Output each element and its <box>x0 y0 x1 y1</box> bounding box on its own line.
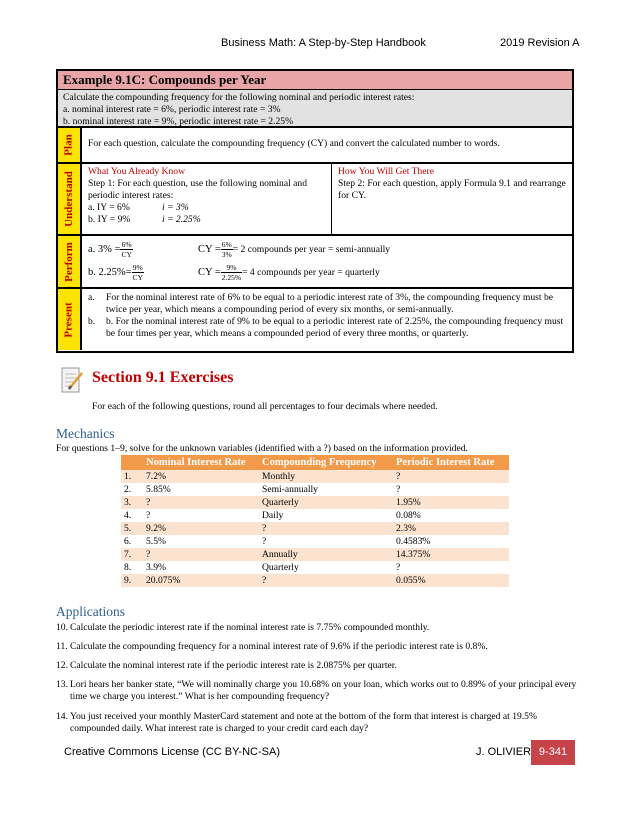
table-row <box>121 483 509 496</box>
table-row <box>121 509 509 522</box>
understand-row <box>58 164 572 236</box>
footer-license: Creative Commons License (CC BY-NC-SA) <box>64 746 280 758</box>
nominal-rate-cell: 3.9% <box>143 561 259 574</box>
frequency-cell: Quarterly <box>259 561 393 574</box>
plan-text: For each question, calculate the compounding frequency (CY) and convert the calculated number to words. <box>88 138 500 149</box>
question-number: 12. <box>56 660 68 671</box>
perform-b-cy: CY = <box>198 267 221 278</box>
question-number: 10. <box>56 622 68 633</box>
question-number: 11. <box>56 641 68 652</box>
column-header: Nominal Interest Rate <box>143 455 259 470</box>
question-number: 14. <box>56 711 68 722</box>
intro-line: b. nominal interest rate = 9%, periodic interest rate = 2.25% <box>63 116 294 127</box>
revision-label: 2019 Revision A <box>500 37 580 49</box>
frequency-cell: Semi-annually <box>259 483 393 496</box>
perform-a-fraction: $\frac{6\%}{CY}$ <box>121 240 132 260</box>
periodic-rate-cell: ? <box>393 561 509 574</box>
nominal-rate-cell: ? <box>143 496 259 509</box>
present-cell <box>82 289 572 350</box>
section-instructions: For each of the following questions, round all percentages to four decimals where needed. <box>92 401 438 412</box>
row-number-cell: 9. <box>121 574 143 587</box>
footer-author: J. OLIVIER <box>476 746 532 758</box>
present-row <box>58 289 572 350</box>
perform-b-left: b. 2.25%= <box>88 267 132 278</box>
row-number-cell: 7. <box>121 548 143 561</box>
periodic-rate-cell: 0.4583̄% <box>393 535 509 548</box>
get-heading: How You Will Get There <box>338 166 434 177</box>
present-a-text: For the nominal interest rate of 6% to be equal to a periodic interest rate of 3%, the compounding frequency must be twice per year, which means a compounding period of every six months, or semi-annually. <box>106 292 554 315</box>
know-a-i: i = 3% <box>162 202 189 213</box>
nominal-rate-cell: 5.5% <box>143 535 259 548</box>
perform-cell <box>82 236 572 287</box>
notepad-pencil-icon <box>60 365 84 395</box>
table-row <box>121 574 509 587</box>
already-know-cell <box>82 164 332 234</box>
perform-a-cy: CY = <box>198 244 221 255</box>
row-number-cell: 6. <box>121 535 143 548</box>
plan-label: Plan <box>58 128 82 162</box>
nominal-rate-cell: ? <box>143 548 259 561</box>
know-b-iy: b. IY = 9% <box>88 214 131 225</box>
periodic-rate-cell: ? <box>393 483 509 496</box>
question-text: Calculate the periodic interest rate if the nominal interest rate is 7.75% compounded monthly. <box>70 622 430 633</box>
know-a-iy: a. IY = 6% <box>88 202 130 213</box>
question-item <box>56 660 586 674</box>
present-b-text: b. For the nominal interest rate of 9% to be equal to a periodic interest rate of 2.25%, the compounding frequency must be four times per year, which means a compounded period of every three months, or quarterly. <box>106 316 564 339</box>
example-box <box>56 69 574 353</box>
periodic-rate-cell: 14.375% <box>393 548 509 561</box>
frequency-cell: ? <box>259 522 393 535</box>
present-b-marker: b. <box>88 316 96 327</box>
periodic-rate-cell: 1.95% <box>393 496 509 509</box>
table-row <box>121 522 509 535</box>
column-header: Periodic Interest Rate <box>393 455 509 470</box>
perform-row <box>58 236 572 289</box>
perform-label: Perform <box>58 236 82 287</box>
know-heading: What You Already Know <box>88 166 185 177</box>
frequency-cell: Quarterly <box>259 496 393 509</box>
example-intro <box>58 90 572 128</box>
applications-heading: Applications <box>56 604 125 619</box>
question-item <box>56 679 586 705</box>
periodic-rate-cell: 2.3% <box>393 522 509 535</box>
question-text: Calculate the compounding frequency for a nominal interest rate of 9.6% if the periodic interest rate is 0.8%. <box>70 641 488 652</box>
get-there-cell <box>332 164 572 234</box>
book-title: Business Math: A Step-by-Step Handbook <box>221 37 426 49</box>
know-b-i: i = 2.25% <box>162 214 201 225</box>
perform-b-fraction: $\frac{9\%}{CY}$ <box>132 263 143 283</box>
frequency-cell: ? <box>259 574 393 587</box>
table-row <box>121 496 509 509</box>
nominal-rate-cell: 5.85% <box>143 483 259 496</box>
frequency-cell: Daily <box>259 509 393 522</box>
column-header: Compounding Frequency <box>259 455 393 470</box>
column-header <box>121 455 143 470</box>
row-number-cell: 5. <box>121 522 143 535</box>
question-item <box>56 622 586 636</box>
question-text: You just received your monthly MasterCard statement and note at the bottom of the form that interest is charged at 19.5% compounded daily. What interest rate is charged to your credit card each day? <box>70 711 537 734</box>
nominal-rate-cell: 9.2% <box>143 522 259 535</box>
periodic-rate-cell: 0.08% <box>393 509 509 522</box>
question-item <box>56 711 586 737</box>
intro-line: a. nominal interest rate = 6%, periodic interest rate = 3% <box>63 104 281 115</box>
example-title: Example 9.1C: Compounds per Year <box>58 71 572 90</box>
nominal-rate-cell: 20.075% <box>143 574 259 587</box>
perform-b-result: = 4 compounds per year = quarterly <box>242 267 380 278</box>
nominal-rate-cell: ? <box>143 509 259 522</box>
table-row <box>121 535 509 548</box>
question-number: 13. <box>56 679 68 690</box>
row-number-cell: 4. <box>121 509 143 522</box>
frequency-cell: Monthly <box>259 470 393 483</box>
know-text: Step 1: For each question, use the following nominal and periodic interest rates: <box>88 178 308 201</box>
exercise-table <box>121 455 509 587</box>
row-number-cell: 3. <box>121 496 143 509</box>
perform-b-cy-fraction: $\frac{9\%}{2.25\%}$ <box>221 263 242 282</box>
mechanics-heading: Mechanics <box>56 426 115 441</box>
table-header-row <box>121 455 509 470</box>
plan-row <box>58 128 572 164</box>
section-title: Section 9.1 Exercises <box>92 369 234 386</box>
present-label: Present <box>58 289 82 350</box>
question-item <box>56 641 586 655</box>
frequency-cell: ? <box>259 535 393 548</box>
get-text: Step 2: For each question, apply Formula 9.1 and rearrange for CY. <box>338 178 566 201</box>
perform-a-left: a. 3% = <box>88 244 121 255</box>
periodic-rate-cell: ? <box>393 470 509 483</box>
row-number-cell: 2. <box>121 483 143 496</box>
mechanics-intro: For questions 1–9, solve for the unknown variables (identified with a ?) based on the information provided. <box>56 443 468 454</box>
question-text: Lori hears her banker state, “We will nominally charge you 10.68% on your loan, which works out to 0.89% of your principal every time we charge you interest.” What is her compounding frequency? <box>70 679 577 702</box>
perform-a-cy-fraction: $\frac{6\%}{3\%}$ <box>221 240 232 259</box>
row-number-cell: 1. <box>121 470 143 483</box>
periodic-rate-cell: 0.055% <box>393 574 509 587</box>
table-row <box>121 561 509 574</box>
page-number-badge: 9-341 <box>531 740 575 765</box>
table-row <box>121 470 509 483</box>
row-number-cell: 8. <box>121 561 143 574</box>
nominal-rate-cell: 7.2% <box>143 470 259 483</box>
frequency-cell: Annually <box>259 548 393 561</box>
question-text: Calculate the nominal interest rate if the periodic interest rate is 2.0875% per quarter. <box>70 660 397 671</box>
present-a-marker: a. <box>88 292 95 303</box>
perform-a-result: = 2 compounds per year = semi-annually <box>232 244 391 255</box>
intro-line: Calculate the compounding frequency for the following nominal and periodic interest rates: <box>63 92 415 103</box>
understand-label: Understand <box>58 164 82 234</box>
table-row <box>121 548 509 561</box>
